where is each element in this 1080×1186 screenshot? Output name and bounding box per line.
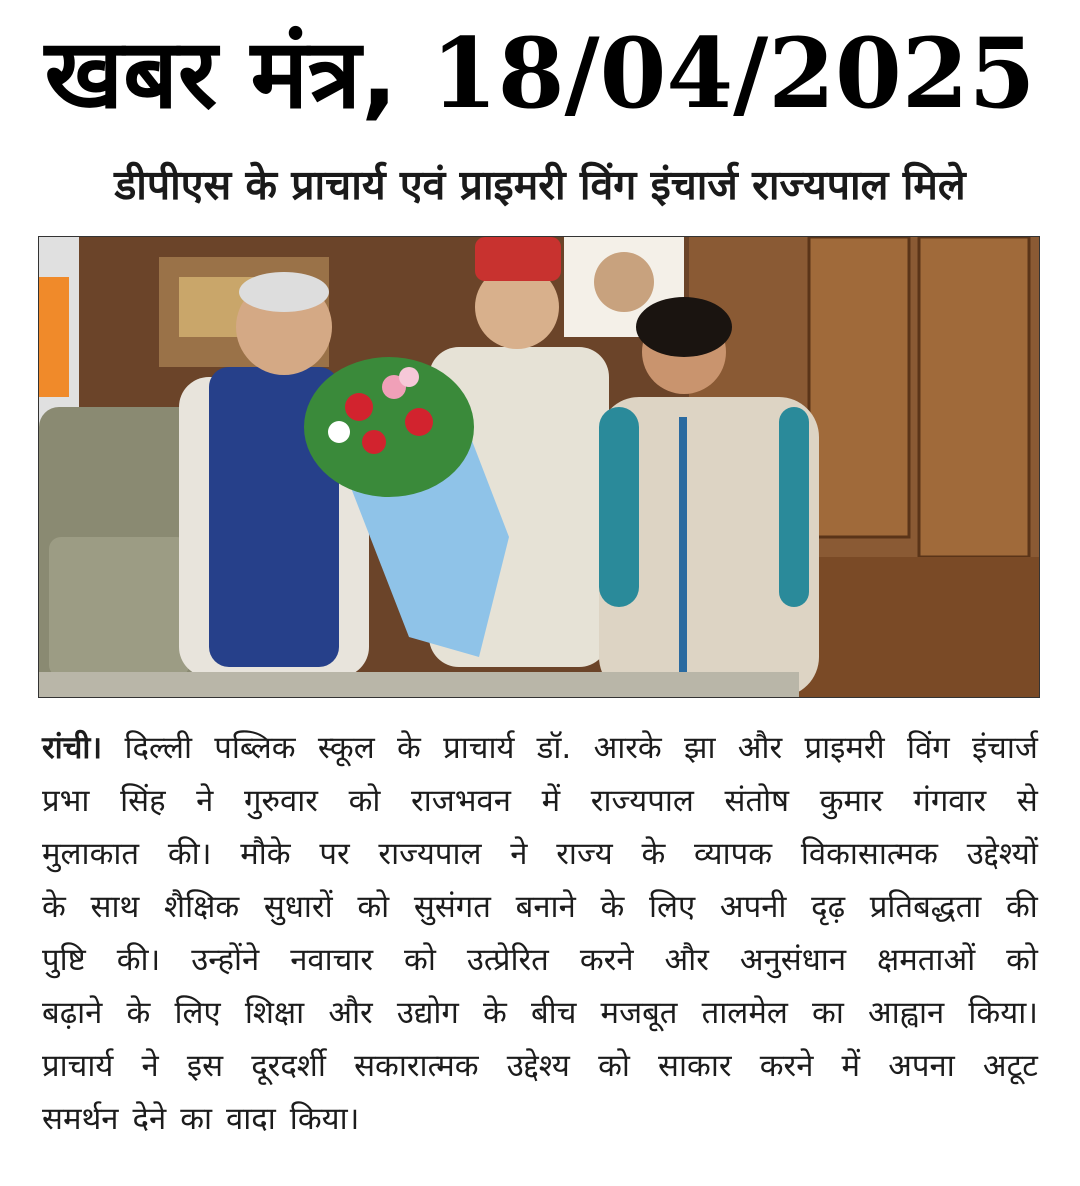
article-line: रांची। दिल्ली पब्लिक स्कूल के प्राचार्य डॉ. आरके झा और प्राइमरी विंग इंचार्ज xyxy=(42,722,1038,775)
article-line: के साथ शैक्षिक सुधारों को सुसंगत बनाने के लिए अपनी दृढ़ प्रतिबद्धता की xyxy=(42,889,1038,925)
turban xyxy=(475,237,561,281)
article-line: मुलाकात की। मौके पर राज्यपाल ने राज्य के व्यापक विकासात्मक उद्देश्यों xyxy=(42,836,1038,872)
article-line: समर्थन देने का वादा किया। xyxy=(42,1101,360,1137)
news-photo xyxy=(38,236,1040,698)
article-line: बढ़ाने के लिए शिक्षा और उद्योग के बीच मजबूत तालमेल का आह्वान किया। xyxy=(42,995,1038,1031)
photo-illustration xyxy=(39,237,1039,697)
masthead xyxy=(8,14,1072,134)
article-body xyxy=(42,722,1038,1162)
article-line: प्राचार्य ने इस दूरदर्शी सकारात्मक उद्देश्य को साकार करने में अपना अटूट xyxy=(42,1048,1038,1084)
headline: डीपीएस के प्राचार्य एवं प्राइमरी विंग इंचार्ज राज्यपाल मिले xyxy=(114,161,966,209)
newspaper-name: खबर मंत्र, xyxy=(44,18,398,130)
article-line: पुष्टि की। उन्होंने नवाचार को उत्प्रेरित करने और अनुसंधान क्षमताओं को xyxy=(42,942,1038,978)
dateline: रांची। xyxy=(42,730,103,766)
publication-date: 18/04/2025 xyxy=(430,17,1036,130)
article-line: प्रभा सिंह ने गुरुवार को राजभवन में राज्यपाल संतोष कुमार गंगवार से xyxy=(42,783,1038,819)
desk xyxy=(39,672,799,697)
